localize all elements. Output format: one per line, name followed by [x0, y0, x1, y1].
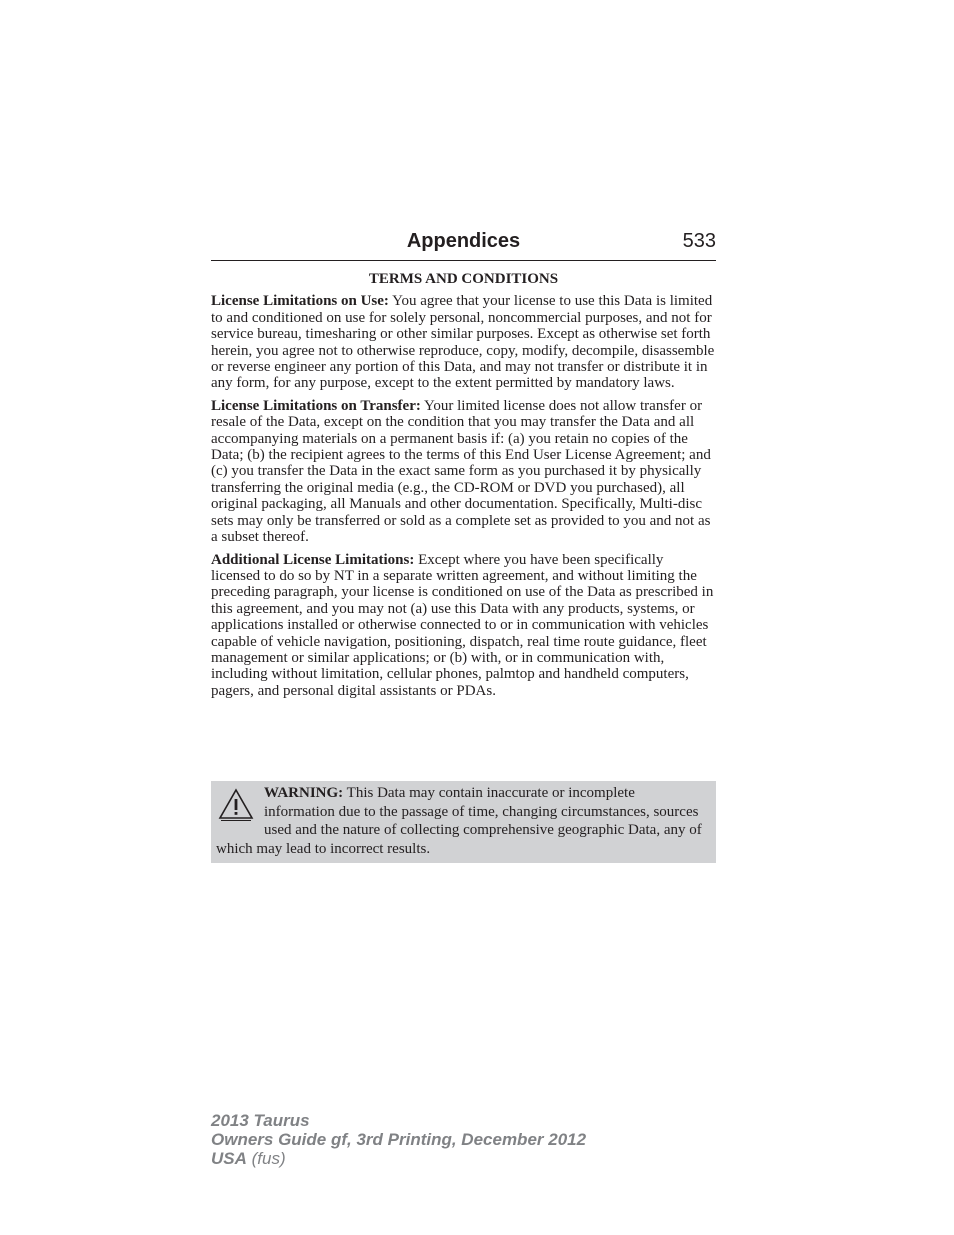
main-content [211, 271, 716, 705]
section-heading: TERMS AND CONDITIONS [368, 271, 559, 287]
warning-text: This Data may contain inaccurate or incomplete information due to the passage of time, changing circumstances, sources used and the nature of collecting comprehensive geographic Data, any of which may lead to incorrect results. [216, 785, 702, 857]
footer-market [211, 1149, 586, 1168]
warning-label: WARNING: [264, 785, 344, 801]
page-header [211, 228, 716, 261]
footer-market-name: USA [211, 1149, 247, 1168]
paragraph-text: You agree that your license to use this Data is limited to and conditioned on use for solely personal, noncommercial purposes, and not for service bureau, timesharing or other similar purposes. Except as otherwise set forth herein, you agree not to otherwise reproduce, copy, modify, decompile, disassemble or reverse engineer any portion of this Data, and may not transfer or distribute it in any form, for any purpose, except to the extent permitted by mandatory laws. [211, 293, 715, 392]
page-title: Appendices [406, 230, 521, 252]
paragraph-license-use [211, 293, 716, 391]
paragraph-lead: Additional License Limitations: [211, 551, 415, 568]
paragraph-text: Except where you have been specifically licensed to do so by NT in a separate written agreement, and without limiting the preceding paragraph, your license is conditioned on use of the Data as prescribed in this agreement, and you may not (a) use this Data with any products, systems, or applications installed or otherwise connected to or in communication with vehicles capable of vehicle navigation, positioning, dispatch, real time route guidance, fleet management or similar applications; or (b) with, or in communication with, including without limitation, cellular phones, palmtop and handheld computers, pagers, and personal digital assistants or PDAs. [211, 551, 714, 699]
footer-edition: Owners Guide gf, 3rd Printing, December 2012 [211, 1130, 587, 1149]
paragraph-lead: License Limitations on Use: [211, 293, 389, 310]
warning-box [211, 781, 716, 863]
page-footer [211, 1111, 586, 1168]
warning-triangle-icon [218, 787, 254, 823]
footer-market-code: (fus) [246, 1149, 286, 1168]
page-number: 533 [682, 230, 716, 252]
footer-model: 2013 Taurus [211, 1111, 310, 1130]
paragraph-license-transfer [211, 398, 716, 546]
paragraph-text: Your limited license does not allow transfer or resale of the Data, except on the condition that you may transfer the Data and all accompanying materials on a permanent basis if: (a) you retain no copies of the Data; (b) the recipient agrees to the terms of this End User License Agreement; and (c) you transfer the Data in the exact same form as you purchased it by physically transferring the original media (e.g., the CD-ROM or DVD you purchased), all original packaging, all Manuals and other documentation. Specifically, Multi-disc sets may only be transferred or sold as a complete set as provided to you and not as a subset thereof. [211, 397, 711, 546]
paragraph-lead: License Limitations on Transfer: [211, 397, 421, 414]
paragraph-additional-limitations [211, 552, 716, 700]
